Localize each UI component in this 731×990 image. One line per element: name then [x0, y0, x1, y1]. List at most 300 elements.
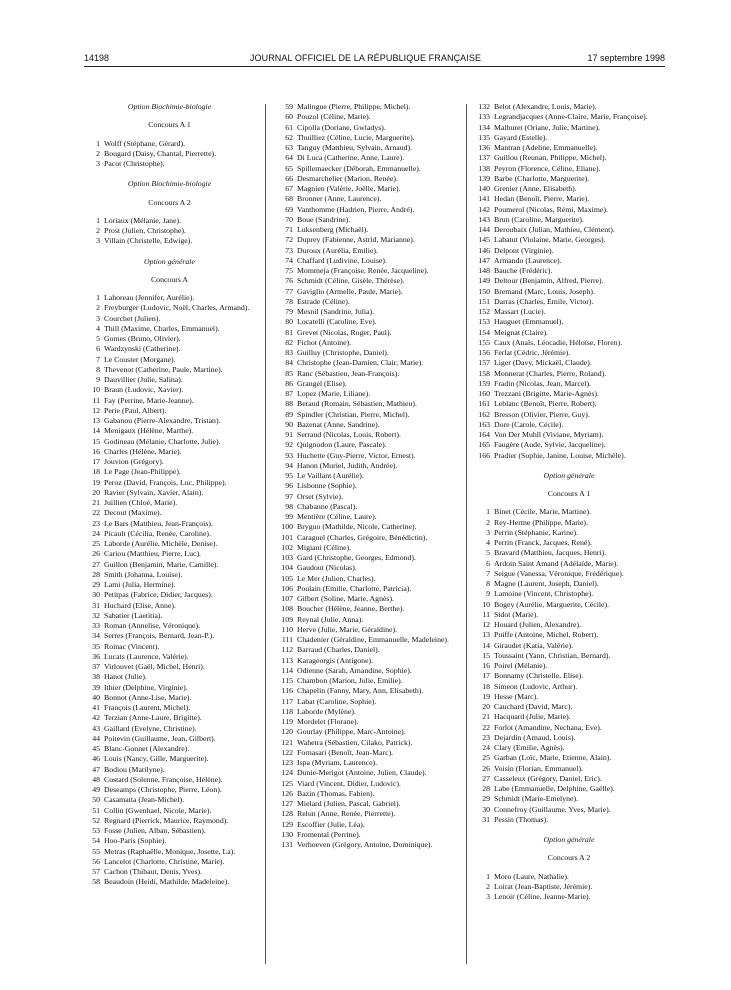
rank-number: 140: [478, 184, 490, 193]
spacer: [472, 481, 666, 489]
list-item: [472, 805, 666, 815]
list-item: [472, 702, 666, 712]
list-item: [275, 522, 459, 532]
rank-number: 124: [281, 768, 293, 778]
rank-number: 86: [285, 378, 293, 388]
list-item: [84, 488, 255, 498]
candidate-name: Casamatta (Jean-Michel).: [104, 795, 185, 805]
rank-number: 91: [285, 430, 293, 439]
list-item: [84, 621, 255, 631]
rank-number: 23: [482, 732, 490, 742]
rank-number: 139: [478, 173, 490, 183]
rank-number: 74: [285, 255, 293, 265]
list-item: [472, 774, 666, 784]
candidate-name: Chaffard (Ludivine, Louise).: [297, 255, 387, 265]
rank-number: 166: [478, 450, 490, 460]
rank-number: 125: [281, 778, 293, 788]
rank-number: 32: [92, 610, 100, 620]
list-item: [84, 857, 255, 867]
candidate-name: Gaviglio (Armelle, Paule, Marie).: [297, 286, 403, 296]
list-item: [472, 430, 666, 440]
candidate-name: Binet (Cécile, Marie, Martine).: [494, 507, 591, 517]
list-item: [472, 815, 666, 825]
list-item: [275, 635, 459, 645]
rank-number: 22: [92, 508, 100, 518]
candidate-name: Hauguet (Emmanuel).: [494, 317, 564, 327]
candidate-name: Le Page (Jean-Philippe).: [104, 467, 181, 477]
list-item: [84, 867, 255, 877]
candidate-name: Delpont (Virginie).: [494, 245, 554, 255]
candidate-name: Beaudoin (Heidi, Mathilde, Madeleine).: [104, 877, 230, 887]
candidate-name: Metras (Raphaëlle, Monique, Josette, La).: [104, 846, 236, 856]
candidate-name: Tanguy (Matthieu, Sylvain, Arnaud).: [297, 143, 413, 152]
list-item: [84, 529, 255, 539]
candidate-name: Gomes (Bruno, Olivier).: [104, 334, 181, 343]
candidate-name: Seigue (Vanessa, Véronique, Frédérique).: [494, 568, 624, 578]
rank-number: 21: [92, 498, 100, 507]
list-item: [84, 795, 255, 805]
list-item: [472, 379, 666, 389]
list-item: [472, 194, 666, 204]
list-item: [472, 307, 666, 317]
rank-number: 82: [285, 337, 293, 347]
list-item: [472, 723, 666, 733]
list-item: [275, 799, 459, 809]
list-item: [472, 538, 666, 548]
rank-number: 92: [285, 440, 293, 450]
candidate-name: Dauvillier (Julie, Salina).: [104, 375, 183, 384]
rank-number: 108: [281, 604, 293, 614]
rank-number: 160: [478, 389, 490, 398]
list-item: [472, 174, 666, 184]
list-item: [84, 303, 255, 313]
list-item: [472, 184, 666, 194]
candidate-name: Smith (Johanna, Louise).: [104, 569, 183, 579]
rank-number: 6: [486, 558, 490, 568]
rank-number: 109: [281, 614, 293, 624]
rank-number: 135: [478, 132, 490, 142]
rank-number: 90: [285, 419, 293, 429]
rank-number: 3: [96, 313, 100, 323]
list-item: [275, 123, 459, 133]
candidate-name: Pessin (Thomas).: [494, 814, 549, 824]
list-item: [472, 123, 666, 133]
rank-number: 3: [486, 892, 490, 901]
list-item: [275, 235, 459, 245]
list-item: [275, 502, 459, 512]
rank-number: 40: [92, 692, 100, 702]
list-item: [472, 205, 666, 215]
rank-number: 66: [285, 173, 293, 183]
list-item: [275, 533, 459, 543]
candidate-name: Wolff (Stéphane, Gérard).: [104, 138, 186, 148]
rank-number: 24: [92, 528, 100, 538]
candidate-name: Luksenberg (Michaël).: [297, 225, 369, 234]
list-item: [84, 683, 255, 693]
rank-number: 134: [478, 122, 490, 132]
candidate-name: Sidot (Marie).: [494, 609, 539, 619]
rank-number: 19: [482, 691, 490, 701]
list-item: [84, 785, 255, 795]
rank-number: 28: [482, 784, 490, 793]
candidate-name: Perie (Paul, Albert).: [104, 405, 167, 415]
candidate-name: Juillien (Chloé, Marie).: [104, 498, 178, 507]
list-item: [275, 707, 459, 717]
candidate-name: Bodiou (Marilyne).: [104, 764, 165, 774]
rank-number: 120: [281, 727, 293, 737]
rank-number: 41: [92, 703, 100, 712]
list-item: [275, 205, 459, 215]
candidate-name: Deltour (Benjamin, Alfred, Pierre).: [494, 276, 604, 286]
list-item: [472, 743, 666, 753]
rank-number: 144: [478, 225, 490, 234]
header-rule: [84, 66, 665, 67]
journal-title: JOURNAL OFFICIEL DE LA RÉPUBLIQUE FRANÇAISE: [249, 53, 482, 63]
rank-number: 143: [478, 214, 490, 224]
list-item: [275, 543, 459, 553]
rank-number: 113: [281, 655, 293, 665]
rank-number: 8: [96, 364, 100, 374]
section-heading: Option générale: [543, 835, 595, 844]
list-item: [275, 686, 459, 696]
candidate-name: Laborde (Mylène).: [297, 706, 356, 716]
rank-number: 126: [281, 788, 293, 798]
list-item: [84, 744, 255, 754]
rank-number: 42: [92, 713, 100, 723]
list-item: [275, 369, 459, 379]
candidate-name: Gaillard (Evelyne, Christine).: [104, 723, 197, 733]
list-item: [472, 892, 666, 902]
column-divider: [466, 104, 467, 964]
rank-number: 4: [486, 538, 490, 547]
list-item: [275, 112, 459, 122]
list-item: [84, 652, 255, 662]
list-item: [275, 604, 459, 614]
rank-number: 23: [92, 518, 100, 528]
list-item: [472, 794, 666, 804]
list-item: [84, 416, 255, 426]
rank-number: 1: [486, 871, 490, 881]
list-item: [472, 410, 666, 420]
list-item: [84, 467, 255, 477]
list-item: [275, 451, 459, 461]
rank-number: 12: [92, 405, 100, 415]
spacer: [84, 169, 255, 179]
rank-number: 69: [285, 204, 293, 214]
candidate-name: Labatut (Violaine, Marie, Georges).: [494, 235, 606, 245]
rank-number: 107: [281, 594, 293, 603]
list-item: [472, 507, 666, 517]
list-item: [84, 236, 255, 246]
candidate-name: Chadenier (Géraldine, Emmanuelle, Madeleine).: [297, 635, 449, 644]
list-item: [84, 426, 255, 436]
spacer: [472, 825, 666, 835]
rank-number: 59: [285, 102, 293, 111]
subsection-heading: Concours A 2: [148, 197, 191, 207]
candidate-name: Caux (Anaïs, Léocadie, Héloïse, Floren).: [494, 337, 623, 347]
rank-number: 119: [281, 717, 293, 726]
list-item: [84, 724, 255, 734]
candidate-name: Fichot (Antoine).: [297, 337, 352, 347]
list-item: [84, 560, 255, 570]
candidate-name: Houard (Julien, Alexandre).: [494, 620, 582, 629]
rank-number: 93: [285, 450, 293, 460]
candidate-name: Costard (Solenne, Françoise, Hélène).: [104, 774, 223, 784]
candidate-name: Chapelin (Fanny, Mary, Ann, Elisabeth).: [297, 686, 424, 696]
candidate-name: Bonnot (Anne-Lise, Marie).: [104, 692, 192, 702]
rank-number: 20: [482, 702, 490, 711]
spacer: [472, 864, 666, 872]
candidate-name: Cachon (Thibaut, Denis, Yves).: [104, 867, 203, 876]
candidate-name: Barraud (Charles, Daniel).: [297, 645, 380, 655]
candidate-name: Guilluy (Christophe, Daniel).: [297, 348, 389, 357]
candidate-name: Gabanou (Pierre-Alexandre, Tristan).: [104, 416, 221, 425]
rank-number: 102: [281, 542, 293, 552]
rank-number: 18: [482, 681, 490, 691]
candidate-name: Caraguel (Charles, Grégoire, Bénédictin).: [297, 532, 428, 542]
candidate-name: Lami (Julia, Hermine).: [104, 580, 176, 589]
rank-number: 153: [478, 317, 490, 327]
rank-number: 62: [285, 132, 293, 142]
rank-number: 60: [285, 112, 293, 122]
list-item: [84, 806, 255, 816]
candidate-name: Fradin (Nicolas, Jean, Marcel).: [494, 378, 591, 388]
rank-number: 33: [92, 621, 100, 630]
list-item: [275, 102, 459, 112]
rank-number: 137: [478, 153, 490, 163]
candidate-name: Reynal (Julie, Anna).: [297, 614, 364, 624]
rank-number: 15: [92, 436, 100, 446]
candidate-name: Forlot (Amandine, Nechana, Eve).: [494, 722, 602, 732]
publication-date: 17 septembre 1998: [587, 53, 665, 63]
candidate-name: Leblanc (Benoît, Pierre, Robert).: [494, 399, 597, 409]
candidate-name: Magnien (Valérie, Joëlle, Marie).: [297, 184, 401, 193]
rank-number: 123: [281, 758, 293, 767]
list-item: [472, 440, 666, 450]
candidate-name: Ispa (Myriam, Laurence).: [297, 758, 378, 767]
page-number: 14198: [84, 53, 110, 63]
list-item: [84, 139, 255, 149]
rank-number: 130: [281, 829, 293, 839]
rank-number: 148: [478, 266, 490, 275]
rank-number: 10: [92, 385, 100, 395]
rank-number: 64: [285, 153, 293, 163]
candidate-name: Picault (Cécilia, Renée, Caroline).: [104, 528, 211, 538]
rank-number: 12: [482, 620, 490, 629]
candidate-name: Escoffier (Julie, Léa).: [297, 819, 365, 829]
list-item: [472, 671, 666, 681]
rank-number: 111: [281, 635, 293, 644]
list-item: [275, 389, 459, 399]
candidate-name: Le Mer (Julien, Charles).: [297, 573, 376, 583]
rank-number: 122: [281, 747, 293, 757]
candidate-name: Lenoir (Céline, Jeanne-Marie).: [494, 892, 591, 901]
spacer: [472, 499, 666, 507]
list-item: [472, 276, 666, 286]
list-item: [472, 317, 666, 327]
rank-number: 3: [96, 159, 100, 168]
candidate-name: Lucats (Laurence, Valérie).: [104, 651, 189, 661]
candidate-name: Orset (Sylvie).: [297, 491, 343, 501]
rank-number: 100: [281, 522, 293, 532]
candidate-name: Garban (Loïc, Marie, Etienne, Alain).: [494, 753, 612, 763]
list-item: [275, 420, 459, 430]
candidate-name: Lisbonne (Sophie).: [297, 481, 357, 491]
list-item: [472, 518, 666, 528]
candidate-name: Bougard (Daisy, Chantal, Pierrette).: [104, 148, 217, 158]
list-item: [275, 287, 459, 297]
list-item: [275, 676, 459, 686]
list-item: [472, 651, 666, 661]
candidate-name: Fay (Perrine, Marie-Jeanne).: [104, 395, 194, 405]
candidate-name: Lopez (Marie, Liliane).: [297, 389, 371, 398]
candidate-name: Locatelli (Caroline, Eve).: [297, 317, 377, 327]
candidate-name: Terzian (Anne-Laure, Brigitte).: [104, 713, 202, 723]
rank-number: 156: [478, 348, 490, 357]
list-item: [472, 733, 666, 743]
candidate-name: Giraudet (Katia, Valérie).: [494, 640, 574, 650]
list-item: [84, 293, 255, 303]
list-item: [84, 355, 255, 365]
candidate-name: Hanon (Muriel, Judith, Andrée).: [297, 460, 398, 470]
rank-number: 29: [92, 580, 100, 589]
section-heading: Option générale: [144, 256, 195, 266]
candidate-name: Pradier (Sophie, Janine, Louise, Michèle).: [494, 450, 626, 460]
candidate-name: Verhoeven (Grégory, Antoine, Dominique).: [297, 840, 433, 849]
list-item: [84, 478, 255, 488]
candidate-name: Petitpas (Fabrice, Didier, Jacques).: [104, 590, 213, 600]
list-item: [275, 471, 459, 481]
candidate-name: Grangel (Elise).: [297, 378, 347, 388]
list-item: [275, 328, 459, 338]
list-item: [472, 630, 666, 640]
list-item: [84, 662, 255, 672]
candidate-name: Quignodon (Laure, Pascale).: [297, 440, 387, 450]
candidate-name: Mesnil (Sandrine, Julia).: [297, 307, 375, 316]
candidate-name: Regnard (Pierrick, Maurice, Raymond).: [104, 815, 229, 825]
candidate-name: Clary (Emilie, Agnès).: [494, 743, 565, 752]
list-item: [275, 215, 459, 225]
rank-number: 114: [281, 665, 293, 675]
list-item: [472, 872, 666, 882]
list-item: [472, 297, 666, 307]
list-item: [472, 225, 666, 235]
rank-number: 47: [92, 764, 100, 774]
list-item: [472, 256, 666, 266]
candidate-name: Beraud (Romain, Sébastien, Mathieu).: [297, 399, 417, 409]
candidate-name: Puiffe (Antoine, Michel, Robert).: [494, 630, 599, 640]
candidate-name: Roinac (Vincent).: [104, 641, 160, 651]
list-item: [275, 768, 459, 778]
list-item: [275, 133, 459, 143]
rank-number: 11: [92, 395, 100, 405]
list-item: [275, 317, 459, 327]
candidate-name: Hesse (Marc).: [494, 691, 539, 701]
candidate-name: François (Laurent, Michel).: [104, 703, 191, 712]
list-item: [472, 579, 666, 589]
rank-number: 104: [281, 563, 293, 573]
rank-number: 35: [92, 641, 100, 651]
candidate-name: Mantran (Adeline, Emmanuelle).: [494, 143, 598, 152]
candidate-name: Monnerat (Charles, Pierre, Roland).: [494, 368, 607, 378]
list-item: [84, 457, 255, 467]
candidate-name: Labat (Caroline, Sophie).: [297, 696, 377, 706]
rank-number: 44: [92, 733, 100, 743]
rank-number: 39: [92, 682, 100, 692]
rank-number: 75: [285, 266, 293, 275]
candidate-name: Fosse (Julien, Alban, Sébastien).: [104, 826, 206, 835]
list-item: [84, 447, 255, 457]
subsection-heading: Concours A 1: [148, 120, 191, 130]
list-item: [275, 779, 459, 789]
rank-number: 150: [478, 286, 490, 296]
spacer: [84, 131, 255, 139]
list-item: [84, 385, 255, 395]
rank-number: 17: [482, 671, 490, 681]
rank-number: 68: [285, 194, 293, 204]
candidate-name: Herve (Julie, Marie, Géraldine).: [297, 624, 398, 634]
list-item: [275, 256, 459, 266]
rank-number: 85: [285, 368, 293, 378]
candidate-name: Gaudout (Nicolas).: [297, 563, 357, 573]
candidate-name: Odienne (Sarah, Amandine, Sophie).: [297, 665, 412, 675]
rank-number: 19: [92, 477, 100, 487]
list-item: [275, 348, 459, 358]
list-item: [275, 594, 459, 604]
candidate-name: Ravier (Sylvain, Xavier, Alain).: [104, 487, 204, 497]
list-item: [84, 590, 255, 600]
candidate-name: Decout (Maxime).: [104, 508, 162, 518]
rank-number: 67: [285, 184, 293, 193]
list-item: [472, 133, 666, 143]
rank-number: 9: [96, 375, 100, 384]
list-item: [472, 348, 666, 358]
rank-number: 37: [92, 662, 100, 671]
list-item: [84, 754, 255, 764]
list-item: [472, 235, 666, 245]
spacer: [84, 247, 255, 257]
list-item: [472, 764, 666, 774]
rank-number: 162: [478, 409, 490, 419]
rank-number: 50: [92, 795, 100, 805]
candidate-name: Ranc (Sébastien, Jean-François).: [297, 368, 400, 378]
list-item: [84, 314, 255, 324]
list-item: [275, 830, 459, 840]
list-item: [472, 451, 666, 461]
candidate-name: Sabatier (Laetitia).: [104, 610, 163, 620]
candidate-name: Gard (Christophe, Georges, Edmond).: [297, 553, 416, 562]
list-item: [84, 816, 255, 826]
list-item: [472, 399, 666, 409]
rank-number: 5: [96, 334, 100, 343]
subsection-heading: Concours A: [150, 274, 189, 284]
candidate-name: Thevenot (Catherine, Paule, Martine).: [104, 364, 223, 374]
candidate-name: Mommeja (Françoise, Renée, Jacqueline).: [297, 266, 429, 275]
rank-number: 24: [482, 743, 490, 752]
rank-number: 22: [482, 722, 490, 732]
list-item: [472, 528, 666, 538]
list-item: [84, 159, 255, 169]
candidate-name: Von Der Muhll (Viviane, Myriam).: [494, 430, 604, 439]
list-item: [84, 226, 255, 236]
list-item: [84, 149, 255, 159]
rank-number: 71: [285, 225, 293, 234]
rank-number: 163: [478, 419, 490, 429]
candidate-name: Roman (Annelise, Véronique).: [104, 621, 200, 630]
list-item: [275, 266, 459, 276]
list-item: [275, 358, 459, 368]
rank-number: 65: [285, 163, 293, 173]
